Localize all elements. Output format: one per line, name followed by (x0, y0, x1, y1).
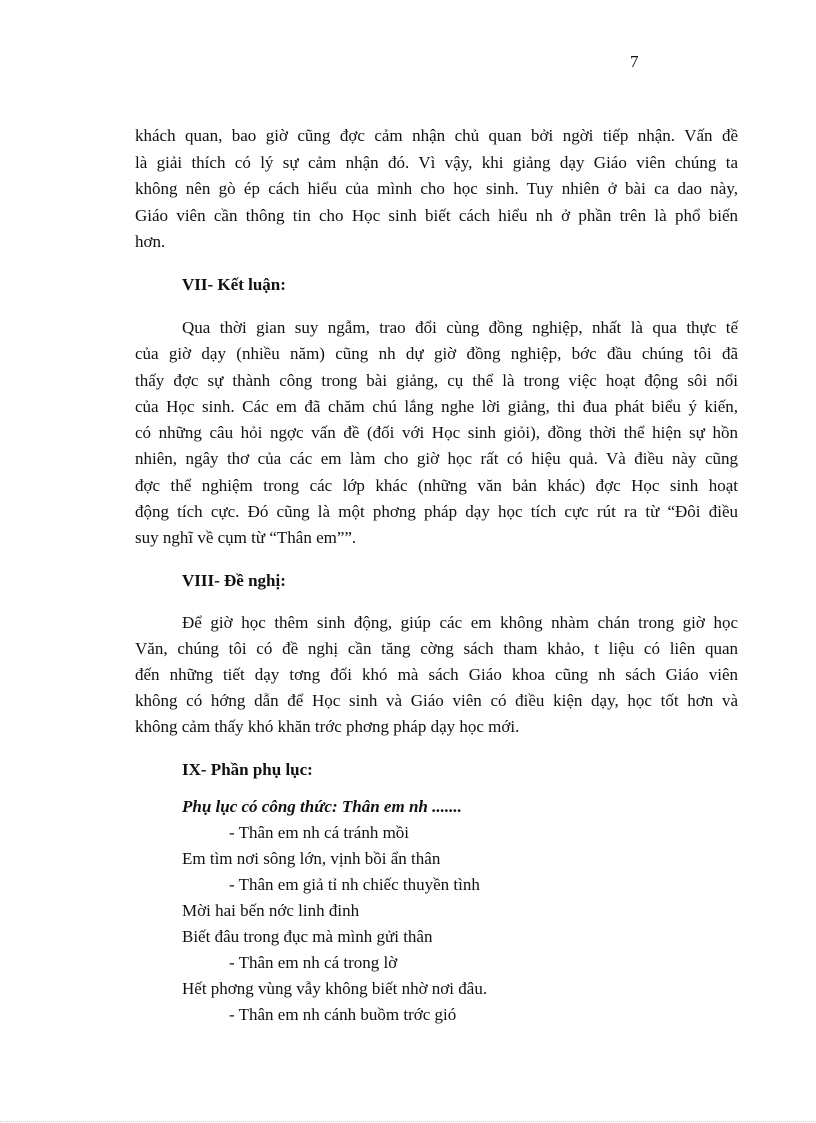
poem-line-5: Biết đâu trong đục mà mình gửi thân (182, 927, 433, 946)
conclusion-line-2: của giờ dạy (nhiều năm) cũng nh dự giờ đồng nghiệp, bớc đầu chúng tôi đã (135, 344, 738, 363)
conclusion-line-6: nhiên, ngây thơ của các em làm cho giờ học rất có hiệu quả. Và điều này cũng (135, 449, 738, 468)
poem-line-8: - Thân em nh cánh buồm trớc gió (229, 1005, 457, 1024)
intro-line-1: khách quan, bao giờ cũng đợc cảm nhận chủ quan bởi ngời tiếp nhận. Vấn đề (135, 126, 738, 145)
conclusion-line-7: đợc thể nghiệm trong các lớp khác (những văn bản khác) đợc Học sinh hoạt (135, 476, 738, 495)
conclusion-line-8: động tích cực. Đó cũng là một phơng pháp dạy học tích cực rút ra từ “Đôi điều (135, 502, 738, 521)
poem-line-2: Em tìm nơi sông lớn, vịnh bồi ẩn thân (182, 849, 441, 868)
poem-line-6: - Thân em nh cá trong lờ (229, 953, 398, 972)
intro-line-5: hơn. (135, 232, 166, 251)
page-number: 7 (630, 52, 639, 71)
proposal-line-1: Để giờ học thêm sinh động, giúp các em không nhàm chán trong giờ học (182, 613, 738, 632)
poem-line-1: - Thân em nh cá tránh mồi (229, 823, 410, 842)
proposal-line-4: không có hớng dẫn để Học sinh và Giáo viên có điều kiện dạy, học tốt hơn và (135, 691, 738, 710)
proposal-line-3: đến những tiết dạy tơng đối khó mà sách Giáo khoa cũng nh sách Giáo viên (135, 665, 738, 684)
appendix-title: Phụ lục có công thức: Thân em nh ....... (182, 797, 462, 816)
conclusion-line-1: Qua thời gian suy ngẫm, trao đổi cùng đồng nghiệp, nhất là qua thực tế (182, 318, 738, 337)
intro-line-4: Giáo viên cần thông tin cho Học sinh biết cách hiểu nh ở phần trên là phổ biến (135, 206, 738, 225)
section-heading-proposal: VIII- Đề nghị: (182, 571, 286, 590)
intro-line-2: là giải thích có lý sự cảm nhận đó. Vì vậy, khi giảng dạy Giáo viên chúng ta (135, 153, 738, 172)
page-bottom-edge (0, 1121, 816, 1122)
poem-line-3: - Thân em giả tỉ nh chiếc thuyền tình (229, 875, 480, 894)
proposal-line-5: không cảm thấy khó khăn trớc phơng pháp dạy học mới. (135, 717, 520, 736)
conclusion-line-4: của Học sinh. Các em đã chăm chú lắng nghe lời giảng, thi đua phát biểu ý kiến, (135, 397, 738, 416)
poem-line-7: Hết phơng vùng vẫy không biết nhờ nơi đâu. (182, 979, 488, 998)
section-heading-conclusion: VII- Kết luận: (182, 275, 286, 294)
section-heading-appendix: IX- Phần phụ lục: (182, 760, 313, 779)
proposal-line-2: Văn, chúng tôi có đề nghị cần tăng cờng sách tham khảo, t liệu có liên quan (135, 639, 738, 658)
poem-line-4: Mời hai bến nớc linh đinh (182, 901, 360, 920)
conclusion-line-3: thấy đợc sự thành công trong bài giảng, cụ thể là trong việc hoạt động sôi nổi (135, 371, 738, 390)
conclusion-line-5: có những câu hỏi ngợc vấn đề (đối với Học sinh giỏi), đồng thời thể hiện sự hồn (135, 423, 738, 442)
conclusion-line-9: suy nghĩ về cụm từ “Thân em””. (135, 528, 357, 547)
intro-line-3: không nên gò ép cách hiểu của mình cho học sinh. Tuy nhiên ở bài ca dao này, (135, 179, 738, 198)
